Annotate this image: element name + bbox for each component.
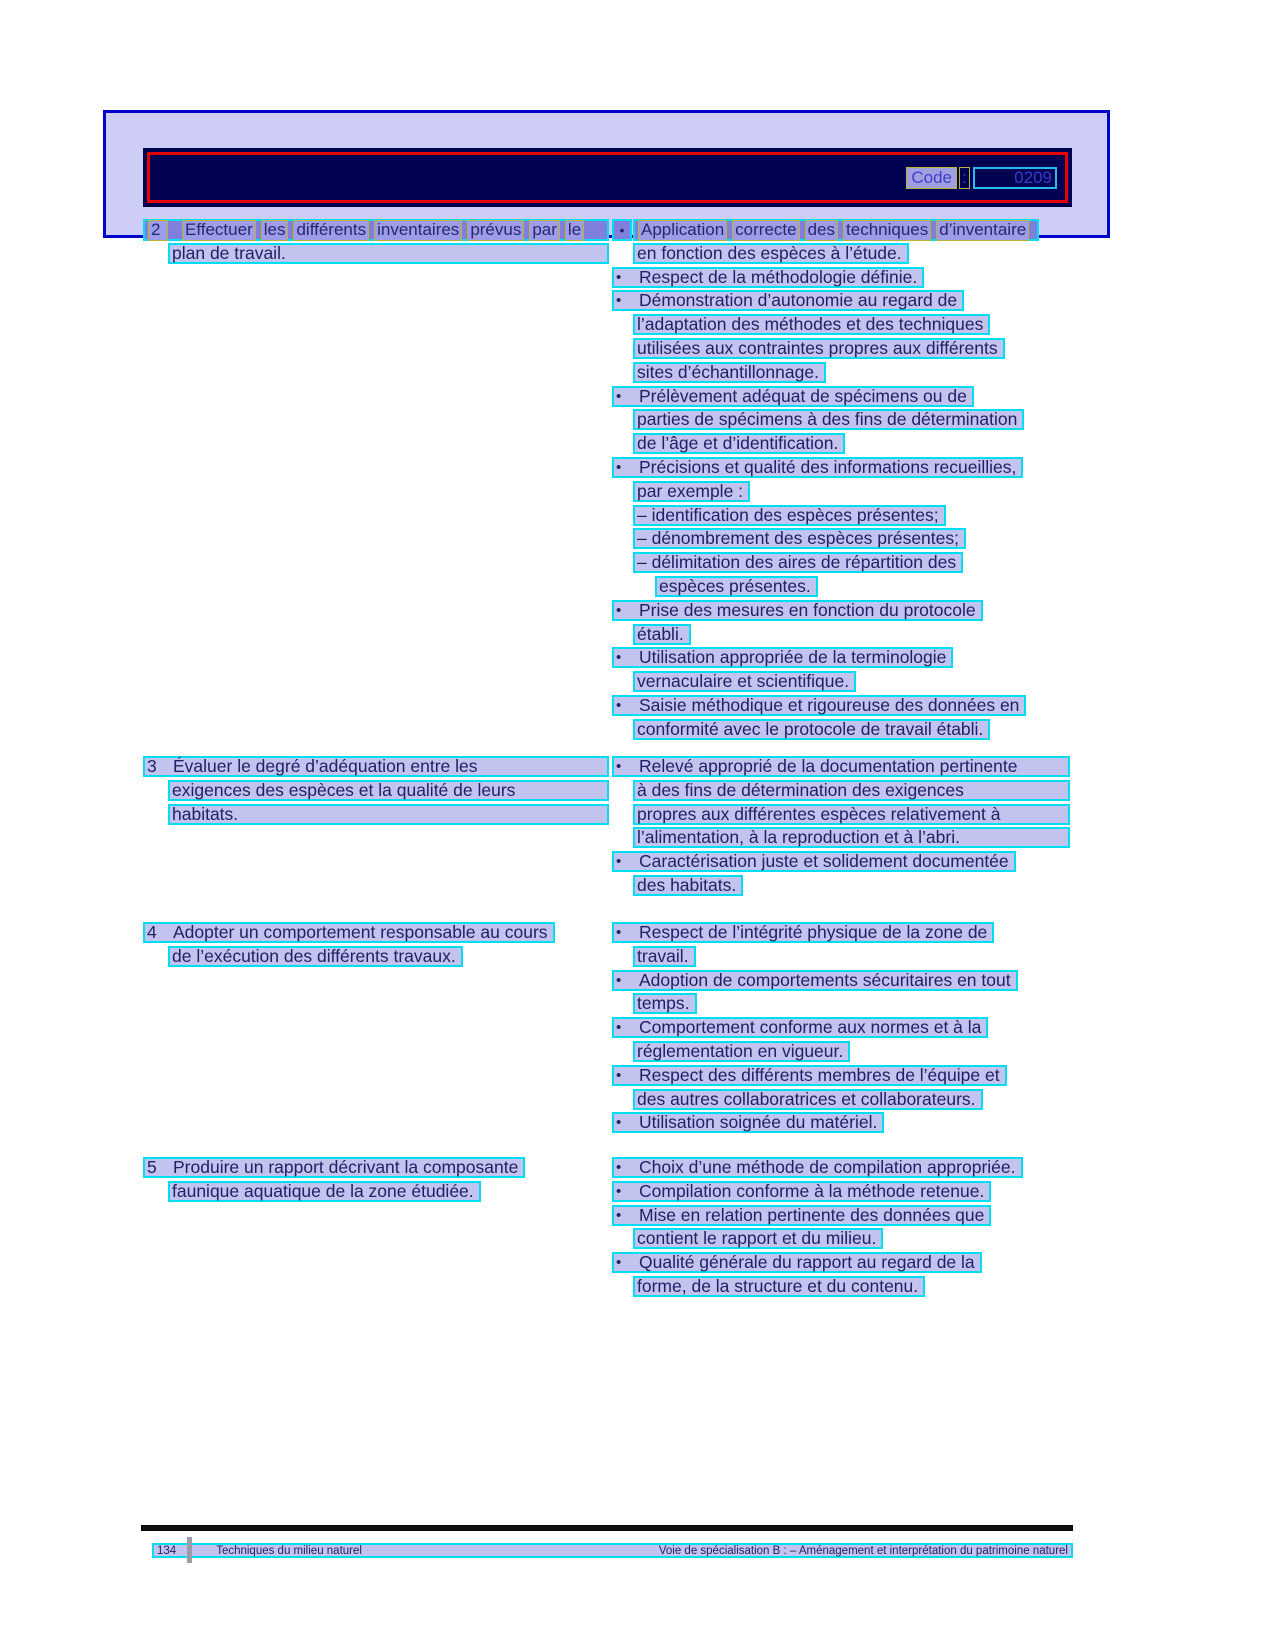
text-line <box>612 1112 1073 1136</box>
text-line <box>612 290 1073 314</box>
text-line-highlight[interactable] <box>633 1041 850 1062</box>
title-banner <box>143 148 1072 207</box>
text-line <box>612 1065 1073 1089</box>
text-line <box>612 267 1073 291</box>
text-line-highlight[interactable] <box>633 827 1070 848</box>
text-line <box>612 219 1073 243</box>
text-line-highlight[interactable] <box>633 780 1070 801</box>
code-separator[interactable]: : <box>959 167 970 189</box>
table-row <box>143 756 1073 899</box>
objective-text: Produire un rapport décrivant la composante <box>173 1157 519 1177</box>
text-line-highlight[interactable] <box>612 600 983 621</box>
criterion-text: Démonstration d’autonomie au regard de <box>639 290 958 311</box>
text-line-highlight[interactable] <box>633 481 750 502</box>
text-line <box>633 946 1073 970</box>
bullet-icon: • <box>616 649 622 667</box>
criterion-text: Prélèvement adéquat de spécimens ou de <box>639 385 967 406</box>
objective-column <box>143 219 612 743</box>
text-line-highlight[interactable] <box>633 993 697 1014</box>
bullet-icon: • <box>616 387 622 405</box>
text-line-highlight[interactable] <box>633 719 990 740</box>
text-line-highlight[interactable] <box>168 946 463 967</box>
text-line-highlight[interactable] <box>612 1205 991 1226</box>
text-line <box>633 409 1073 433</box>
criterion-text: parties de spécimens à des fins de détermination <box>637 409 1018 430</box>
bullet-icon: • <box>616 1206 622 1224</box>
criterion-text: Compilation conforme à la méthode retenue. <box>639 1180 985 1201</box>
list-item-number: 3 <box>147 756 157 776</box>
text-line-highlight[interactable] <box>168 1181 481 1202</box>
criterion-text: Utilisation soignée du matériel. <box>639 1112 878 1133</box>
text-line-highlight[interactable] <box>168 780 609 801</box>
bullet-icon: • <box>616 853 622 871</box>
text-line-highlight[interactable] <box>655 576 818 597</box>
text-line-highlight[interactable] <box>612 1112 884 1133</box>
bullet-icon: • <box>616 1254 622 1272</box>
text-line <box>633 481 1073 505</box>
text-line <box>633 827 1073 851</box>
text-line <box>612 1181 1073 1205</box>
text-line-highlight[interactable] <box>633 946 696 967</box>
footer-rule <box>141 1525 1073 1531</box>
list-item-number: 5 <box>147 1157 157 1177</box>
text-line-highlight[interactable] <box>633 1228 883 1249</box>
bullet-icon: • <box>616 1159 622 1176</box>
text-line-highlight[interactable] <box>633 875 743 896</box>
criterion-text: utilisées aux contraintes propres aux différents <box>637 337 998 358</box>
text-line <box>168 946 612 970</box>
text-line-highlight[interactable] <box>612 1017 988 1038</box>
criterion-text: établi. <box>637 623 684 644</box>
criterion-text: espèces présentes. <box>659 575 811 596</box>
footer-document-title: Techniques du milieu naturel <box>216 1544 362 1557</box>
text-line-highlight[interactable] <box>633 671 856 692</box>
text-line <box>612 851 1073 875</box>
bullet-icon: • <box>616 971 622 989</box>
text-line-highlight[interactable] <box>633 219 1039 241</box>
bullet-icon: • <box>616 758 622 775</box>
text-line <box>168 1181 612 1205</box>
criterion-text: de l’âge et d’identification. <box>637 433 839 454</box>
text-line-highlight[interactable] <box>168 804 609 825</box>
text-line-highlight[interactable] <box>612 756 1070 777</box>
text-line-highlight[interactable] <box>612 457 1023 478</box>
text-line-highlight[interactable] <box>633 433 845 454</box>
text-line-highlight[interactable] <box>143 756 609 777</box>
footer-page-number: 134 <box>157 1544 177 1557</box>
text-line-highlight[interactable] <box>633 338 1005 359</box>
text-line <box>168 780 612 804</box>
text-line <box>633 362 1073 386</box>
ocr-word: les <box>261 220 289 241</box>
text-line <box>633 719 1073 743</box>
objective-text: habitats. <box>172 803 239 824</box>
text-line <box>633 804 1073 828</box>
text-line <box>633 671 1073 695</box>
criterion-text: réglementation en vigueur. <box>637 1040 844 1061</box>
text-line <box>612 457 1073 481</box>
ocr-word: par <box>529 220 560 241</box>
text-line-highlight[interactable] <box>143 1157 525 1178</box>
ocr-word: inventaires <box>374 220 462 241</box>
criteria-column <box>612 219 1073 743</box>
criteria-column <box>612 1157 1073 1300</box>
criterion-text: Qualité générale du rapport au regard de la <box>639 1252 975 1273</box>
criterion-text: Respect des différents membres de l’équipe et <box>639 1064 1000 1085</box>
criteria-column <box>612 922 1073 1136</box>
text-line <box>143 922 612 946</box>
criterion-text: Précisions et qualité des informations recueillies, <box>639 456 1017 477</box>
list-item-number: 2 <box>148 220 168 241</box>
text-line-highlight[interactable] <box>612 970 1018 991</box>
bullet-icon: • <box>616 924 622 941</box>
objective-column <box>143 756 612 899</box>
text-line <box>612 1157 1073 1181</box>
objective-text: plan de travail. <box>172 242 286 263</box>
text-line-highlight[interactable] <box>612 851 1016 872</box>
text-line-highlight[interactable] <box>633 362 826 383</box>
objective-text: de l’exécution des différents travaux. <box>172 945 456 966</box>
bullet-icon: • <box>616 696 622 714</box>
text-line-highlight[interactable] <box>612 922 994 943</box>
text-line <box>168 243 612 267</box>
criterion-text: contient le rapport et du milieu. <box>637 1228 877 1249</box>
text-line-highlight[interactable] <box>612 290 964 311</box>
text-line <box>612 756 1073 780</box>
text-line-highlight[interactable] <box>612 267 924 288</box>
ocr-word: techniques <box>843 220 931 241</box>
objective-text: faunique aquatique de la zone étudiée. <box>172 1180 474 1201</box>
text-line <box>633 875 1073 899</box>
criterion-text: – dénombrement des espèces présentes; <box>637 528 959 549</box>
criterion-text: Choix d’une méthode de compilation appropriée. <box>639 1157 1016 1177</box>
text-line-highlight[interactable] <box>612 1065 1007 1086</box>
objective-column <box>143 922 612 1136</box>
criterion-text: l’alimentation, à la reproduction et à l’abri. <box>637 827 960 848</box>
ocr-word: des <box>805 220 838 241</box>
text-line <box>143 219 612 243</box>
text-line <box>633 528 1073 552</box>
table-row <box>143 922 1073 1136</box>
text-line <box>612 1205 1073 1229</box>
bullet-icon: • <box>616 1019 622 1037</box>
text-line-highlight[interactable] <box>633 624 691 645</box>
bullet-icon: • <box>612 219 632 241</box>
objective-text: exigences des espèces et la qualité de leurs <box>172 779 516 800</box>
criterion-text: forme, de la structure et du contenu. <box>637 1275 919 1296</box>
text-line <box>612 647 1073 671</box>
criterion-text: sites d’échantillonnage. <box>637 361 819 382</box>
objective-column <box>143 1157 612 1300</box>
criterion-text: Saisie méthodique et rigoureuse des données en <box>639 694 1020 715</box>
text-line-highlight[interactable] <box>612 647 953 668</box>
text-line-highlight[interactable] <box>143 922 555 943</box>
code-row <box>906 167 1057 189</box>
criterion-text: – délimitation des aires de répartition des <box>637 552 957 573</box>
text-line-highlight[interactable] <box>612 695 1026 716</box>
ocr-word: différents <box>293 220 369 241</box>
text-line <box>633 993 1073 1017</box>
ocr-word: correcte <box>732 220 799 241</box>
criterion-text: conformité avec le protocole de travail établi. <box>637 718 984 739</box>
criterion-text: Relevé approprié de la documentation pertinente <box>639 756 1018 776</box>
text-line-highlight[interactable] <box>633 804 1070 825</box>
text-line-highlight[interactable] <box>633 409 1024 430</box>
criterion-text: propres aux différentes espèces relativement à <box>637 803 1001 824</box>
text-line <box>143 756 612 780</box>
text-line-highlight[interactable] <box>612 1181 991 1202</box>
criterion-text: des habitats. <box>637 874 737 895</box>
bullet-icon: • <box>616 458 622 476</box>
table-row <box>143 1157 1073 1300</box>
ocr-word: Effectuer <box>182 220 256 241</box>
criterion-text: à des fins de détermination des exigences <box>637 779 964 800</box>
text-line <box>633 338 1073 362</box>
criterion-text: Respect de la méthodologie définie. <box>639 266 918 287</box>
text-line <box>633 624 1073 648</box>
text-line <box>633 1228 1073 1252</box>
text-line-highlight[interactable] <box>633 505 946 526</box>
ocr-word: le <box>565 220 584 241</box>
text-line-highlight[interactable] <box>612 1157 1023 1178</box>
text-line-highlight[interactable] <box>633 1089 983 1110</box>
criterion-text: Adoption de comportements sécuritaires en tout <box>639 969 1011 990</box>
objective-text: Évaluer le degré d’adéquation entre les <box>173 756 478 776</box>
footer[interactable] <box>152 1543 1073 1558</box>
criterion-text: – identification des espèces présentes; <box>637 504 939 525</box>
criterion-text: travail. <box>637 945 689 966</box>
text-line-highlight[interactable] <box>633 243 909 264</box>
text-line <box>143 1157 612 1181</box>
objective-text: Adopter un comportement responsable au cours <box>173 922 548 942</box>
bullet-icon: • <box>616 1182 622 1200</box>
text-line <box>633 1041 1073 1065</box>
ocr-word: d’inventaire <box>936 220 1029 241</box>
text-line-highlight[interactable] <box>633 552 963 573</box>
criterion-text: par exemple : <box>637 480 744 501</box>
footer-divider <box>187 1537 192 1563</box>
text-line-highlight[interactable] <box>168 243 609 264</box>
criterion-text: l’adaptation des méthodes et des techniques <box>637 314 984 335</box>
bullet-icon: • <box>616 268 622 286</box>
title-banner-frame <box>147 152 1068 203</box>
text-line <box>633 243 1073 267</box>
text-line-highlight[interactable] <box>633 1276 925 1297</box>
text-line-highlight[interactable] <box>612 1252 982 1273</box>
text-line <box>633 552 1073 576</box>
ocr-word: prévus <box>467 220 524 241</box>
bullet-icon: • <box>616 292 622 310</box>
text-line <box>633 433 1073 457</box>
text-line-highlight[interactable] <box>143 219 609 241</box>
table-row <box>143 219 1073 743</box>
footer-section-title: Voie de spécialisation B : – Aménagement et interprétation du patrimoine naturel <box>658 1544 1068 1557</box>
text-line <box>633 505 1073 529</box>
criterion-text: temps. <box>637 993 690 1014</box>
text-line-highlight[interactable] <box>633 314 990 335</box>
text-line <box>612 970 1073 994</box>
bullet-icon: • <box>616 601 622 619</box>
criterion-text: Respect de l’intégrité physique de la zone de <box>639 922 988 942</box>
text-line <box>633 314 1073 338</box>
text-line-highlight[interactable] <box>612 386 974 407</box>
list-item-number: 4 <box>147 922 157 942</box>
criterion-text: Prise des mesures en fonction du protocole <box>639 599 976 620</box>
criterion-text: Caractérisation juste et solidement documentée <box>639 851 1009 872</box>
criteria-column <box>612 756 1073 899</box>
text-line <box>612 1252 1073 1276</box>
criterion-text: Utilisation appropriée de la terminologie <box>639 647 947 668</box>
bullet-icon: • <box>616 1114 622 1132</box>
text-line <box>168 804 612 828</box>
bullet-icon: • <box>616 1066 622 1084</box>
text-line <box>612 695 1073 719</box>
criterion-text: des autres collaboratrices et collaborateurs. <box>637 1088 976 1109</box>
code-label[interactable]: Code <box>906 167 957 189</box>
text-line <box>612 1017 1073 1041</box>
text-line <box>633 1276 1073 1300</box>
code-value[interactable]: 0209 <box>973 167 1057 189</box>
text-line <box>633 780 1073 804</box>
criterion-text: Mise en relation pertinente des données que <box>639 1204 985 1225</box>
text-line <box>612 386 1073 410</box>
text-line <box>655 576 1073 600</box>
ocr-word: Application <box>638 220 727 241</box>
text-line <box>612 922 1073 946</box>
text-line-highlight[interactable] <box>633 528 966 549</box>
text-line <box>633 1089 1073 1113</box>
criterion-text: Comportement conforme aux normes et à la <box>639 1017 982 1038</box>
text-line <box>612 600 1073 624</box>
criterion-text: vernaculaire et scientifique. <box>637 671 850 692</box>
criterion-text: en fonction des espèces à l’étude. <box>637 242 902 263</box>
